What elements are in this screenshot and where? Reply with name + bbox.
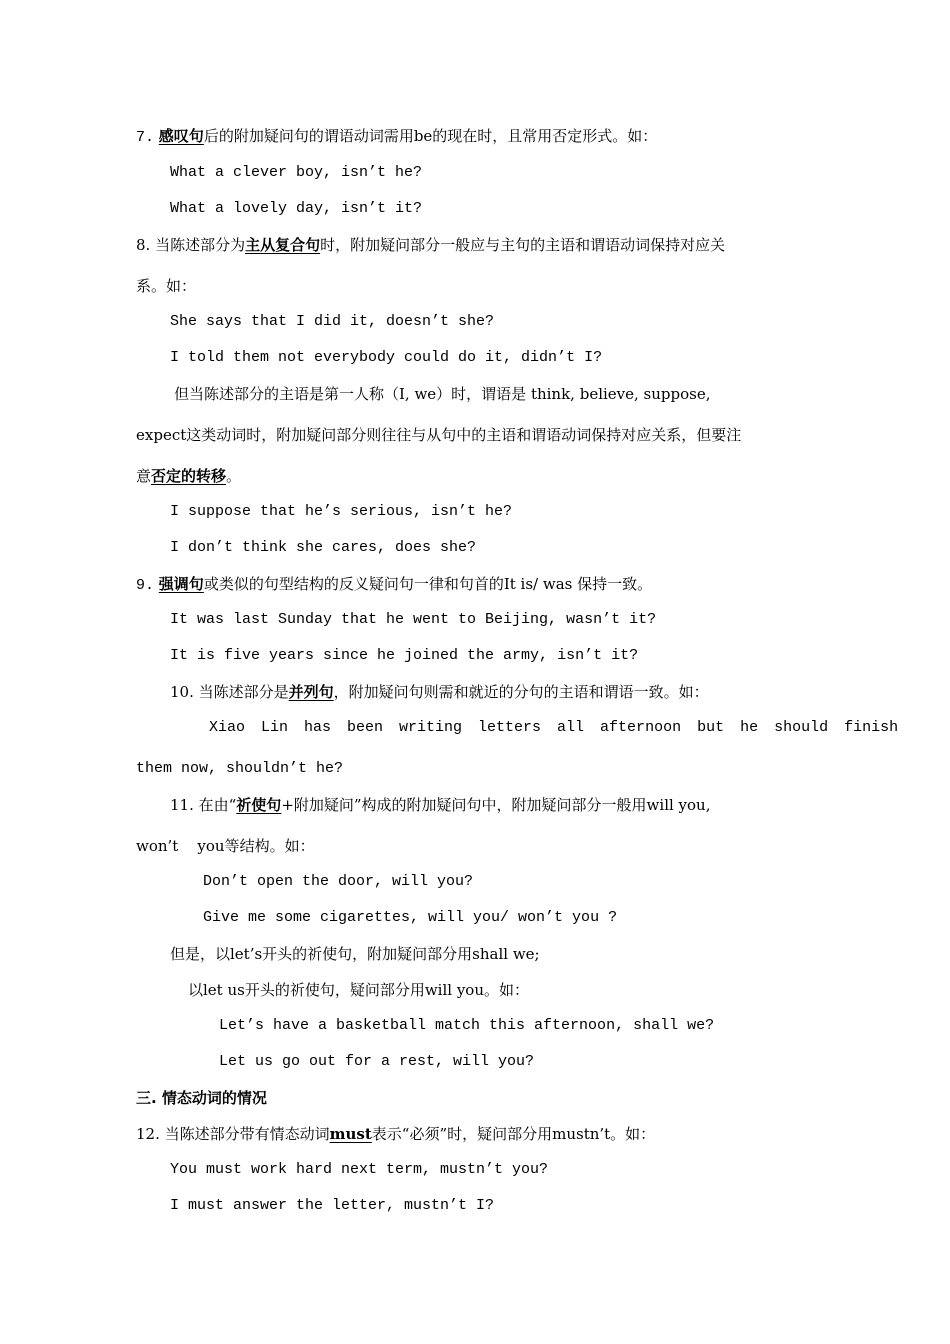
item10-example-line-2: them now, shouldn’t he?: [136, 760, 344, 777]
item8-line: [136, 235, 725, 255]
item11-prefix: 11. 在由“: [170, 796, 237, 814]
item8-keyword: 主从复合句: [245, 236, 321, 254]
item10-text: ，附加疑问句则需和就近的分句的主语和谓语一致。如：: [333, 683, 709, 701]
item8-paragraph-line-3: [136, 466, 241, 486]
item11-example-2: Give me some cigarettes, will you/ won’t you ?: [203, 909, 618, 926]
item10-keyword: 并列句: [288, 683, 334, 701]
item7-number: 7.: [136, 129, 155, 146]
item8-example-1: She says that I did it, doesn’t she?: [170, 313, 495, 330]
item9-keyword: 强调句: [158, 575, 204, 593]
item11-example-3: Let’s have a basketball match this afternoon, shall we?: [219, 1017, 715, 1034]
item9-text: 或类似的句型结构的反义疑问句一律和句首的It is/ was 保持一致。: [203, 575, 653, 593]
item10-example-line-1: Xiao Lin has been writing letters all afternoon but he should finish: [209, 719, 899, 736]
item10-prefix: 10. 当陈述部分是: [170, 683, 289, 701]
item12-example-1: You must work hard next term, mustn’t you?: [170, 1161, 549, 1178]
item8-para-keyword: 否定的转移: [151, 467, 227, 485]
item8-text: 时，附加疑问部分一般应与主句的主语和谓语动词保持对应关: [320, 236, 726, 254]
item12-text: 表示“必须”时，疑问部分用mustn’t。如：: [371, 1125, 656, 1143]
item8-paragraph-line-2: expect这类动词时，附加疑问部分则往往与从句中的主语和谓语动词保持对应关系，但要注: [136, 426, 742, 444]
item9-example-1: It was last Sunday that he went to Beijing, wasn’t it?: [170, 611, 657, 628]
item8-example-3: I suppose that he’s serious, isn’t he?: [170, 503, 513, 520]
item11-note-2: 以let us开头的祈使句，疑问部分用will you。如：: [188, 981, 529, 999]
item11-text: +附加疑问”构成的附加疑问句中，附加疑问部分一般用will you,: [281, 796, 711, 814]
item9-number: 9.: [136, 577, 155, 594]
item9-example-2: It is five years since he joined the army, isn’t it?: [170, 647, 639, 664]
item8-prefix: 8. 当陈述部分为: [136, 236, 246, 254]
item7-keyword: 感叹句: [158, 127, 204, 145]
item8-paragraph-line-1: 但当陈述部分的主语是第一人称（I, we）时，谓语是 think, believe, suppose,: [174, 385, 711, 403]
item12-example-2: I must answer the letter, mustn’t I?: [170, 1197, 495, 1214]
item11-continuation: won’t you等结构。如：: [136, 837, 315, 855]
item8-continuation: 系。如：: [136, 277, 197, 295]
item11-example-1: Don’t open the door, will you?: [203, 873, 474, 890]
item8-example-2: I told them not everybody could do it, didn’t I?: [170, 349, 603, 366]
item7-example-2: What a lovely day, isn’t it?: [170, 200, 423, 217]
item12-keyword: must: [329, 1125, 372, 1143]
item12-prefix: 12. 当陈述部分带有情态动词: [136, 1125, 330, 1143]
item9-line: [136, 574, 652, 596]
item7-text: 后的附加疑问句的谓语动词需用be的现在时，且常用否定形式。如：: [203, 127, 658, 145]
item11-example-4: Let us go out for a rest, will you?: [219, 1053, 535, 1070]
item10-line: [170, 682, 709, 702]
item8-example-4: I don’t think she cares, does she?: [170, 539, 477, 556]
item12-line: [136, 1124, 655, 1144]
item7-line: [136, 126, 657, 148]
item8-para-suffix: 。: [226, 467, 242, 485]
item11-line: [170, 795, 711, 815]
item11-keyword: 祈使句: [236, 796, 282, 814]
item7-example-1: What a clever boy, isn’t he?: [170, 164, 423, 181]
section3-heading: 三. 情态动词的情况: [136, 1089, 267, 1107]
item11-note-1: 但是，以let’s开头的祈使句，附加疑问部分用shall we;: [170, 945, 540, 963]
item8-para-prefix: 意: [136, 467, 152, 485]
